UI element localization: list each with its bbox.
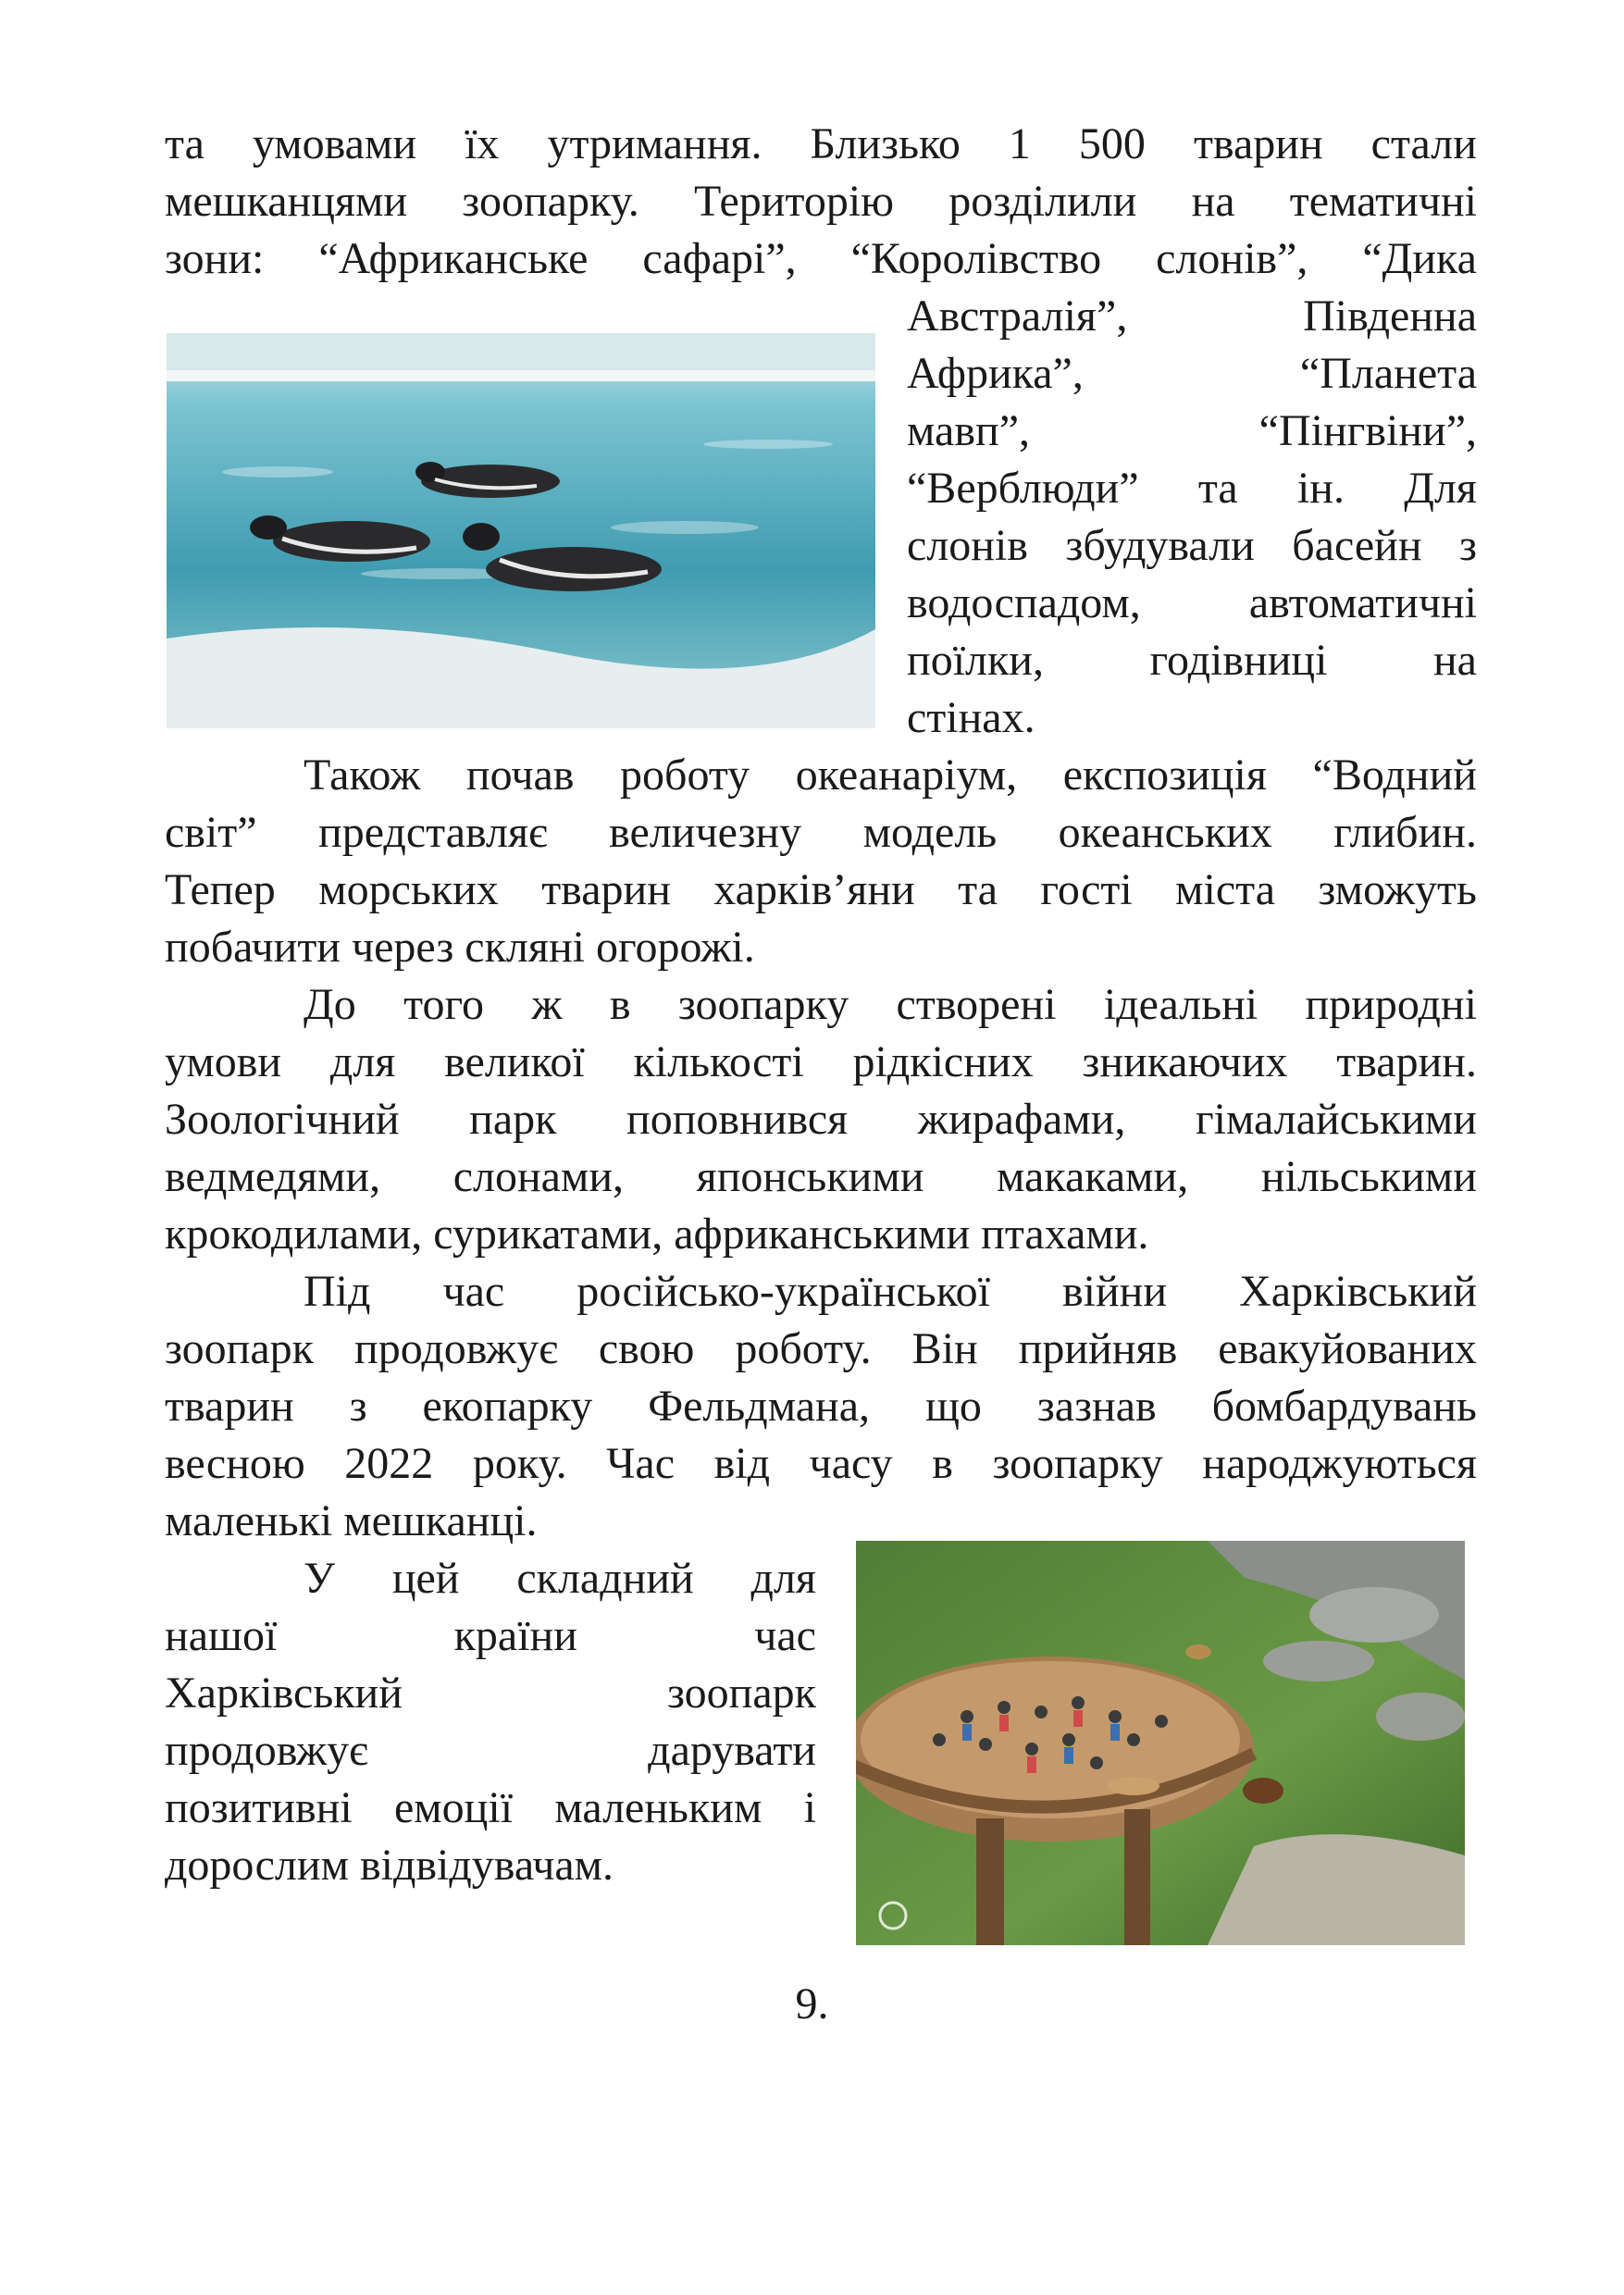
text-line: Зоологічний парк поповнився жирафами, гімалайськими — [165, 1095, 1477, 1144]
text-line: мавп”, “Пінгвіни”, — [907, 406, 1477, 455]
page-number: 9. — [795, 1979, 829, 2028]
text-line: маленькі мешканці. — [165, 1496, 538, 1545]
text-line: нашої країни час — [165, 1611, 816, 1660]
zoo-observation-deck-photo — [856, 1541, 1465, 1945]
text-line: позитивні емоції маленьким і — [165, 1783, 816, 1832]
penguins-photo — [167, 333, 875, 728]
text-line: ведмедями, слонами, японськими макаками, нільськими — [165, 1152, 1477, 1201]
text-line: Під час російсько-української війни Харківський — [304, 1267, 1477, 1316]
text-line: водоспадом, автоматичні — [907, 578, 1477, 627]
text-line: дорослим відвідувачам. — [165, 1841, 614, 1890]
text-line: Також почав роботу океанаріум, експозиція “Водний — [304, 751, 1477, 800]
text-line: крокодилами, сурикатами, африканськими птахами. — [165, 1210, 1149, 1259]
text-line: стінах. — [907, 693, 1035, 742]
text-line: “Верблюди” та ін. Для — [907, 464, 1477, 513]
text-line: поїлки, годівниці на — [907, 636, 1477, 685]
text-line: Харківський зоопарк — [165, 1669, 816, 1718]
text-line: Африка”, “Планета — [907, 349, 1477, 398]
text-line: продовжує дарувати — [165, 1726, 816, 1775]
text-line: побачити через скляні огорожі. — [165, 923, 755, 972]
text-line: та умовами їх утримання. Близько 1 500 тварин стали — [165, 119, 1477, 168]
text-line: тварин з екопарку Фельдмана, що зазнав бомбардувань — [165, 1382, 1477, 1431]
text-line: умови для великої кількості рідкісних зникаючих тварин. — [165, 1037, 1477, 1086]
text-line: світ” представляє величезну модель океанських глибин. — [165, 808, 1477, 857]
text-line: мешканцями зоопарку. Територію розділили на тематичні — [165, 177, 1477, 226]
text-line: весною 2022 року. Час від часу в зоопарку народжуються — [165, 1439, 1477, 1488]
text-line: слонів збудували басейн з — [907, 521, 1477, 570]
text-line: Тепер морських тварин харків’яни та гості міста зможуть — [165, 865, 1477, 914]
text-line: До того ж в зоопарку створені ідеальні природні — [304, 980, 1477, 1029]
text-line: Австралія”, Південна — [907, 292, 1477, 341]
text-line: У цей складний для — [304, 1554, 816, 1603]
text-line: зоопарк продовжує свою роботу. Він прийняв евакуйованих — [165, 1324, 1477, 1373]
text-line: зони: “Африканське сафарі”, “Королівство слонів”, “Дика — [165, 234, 1477, 283]
